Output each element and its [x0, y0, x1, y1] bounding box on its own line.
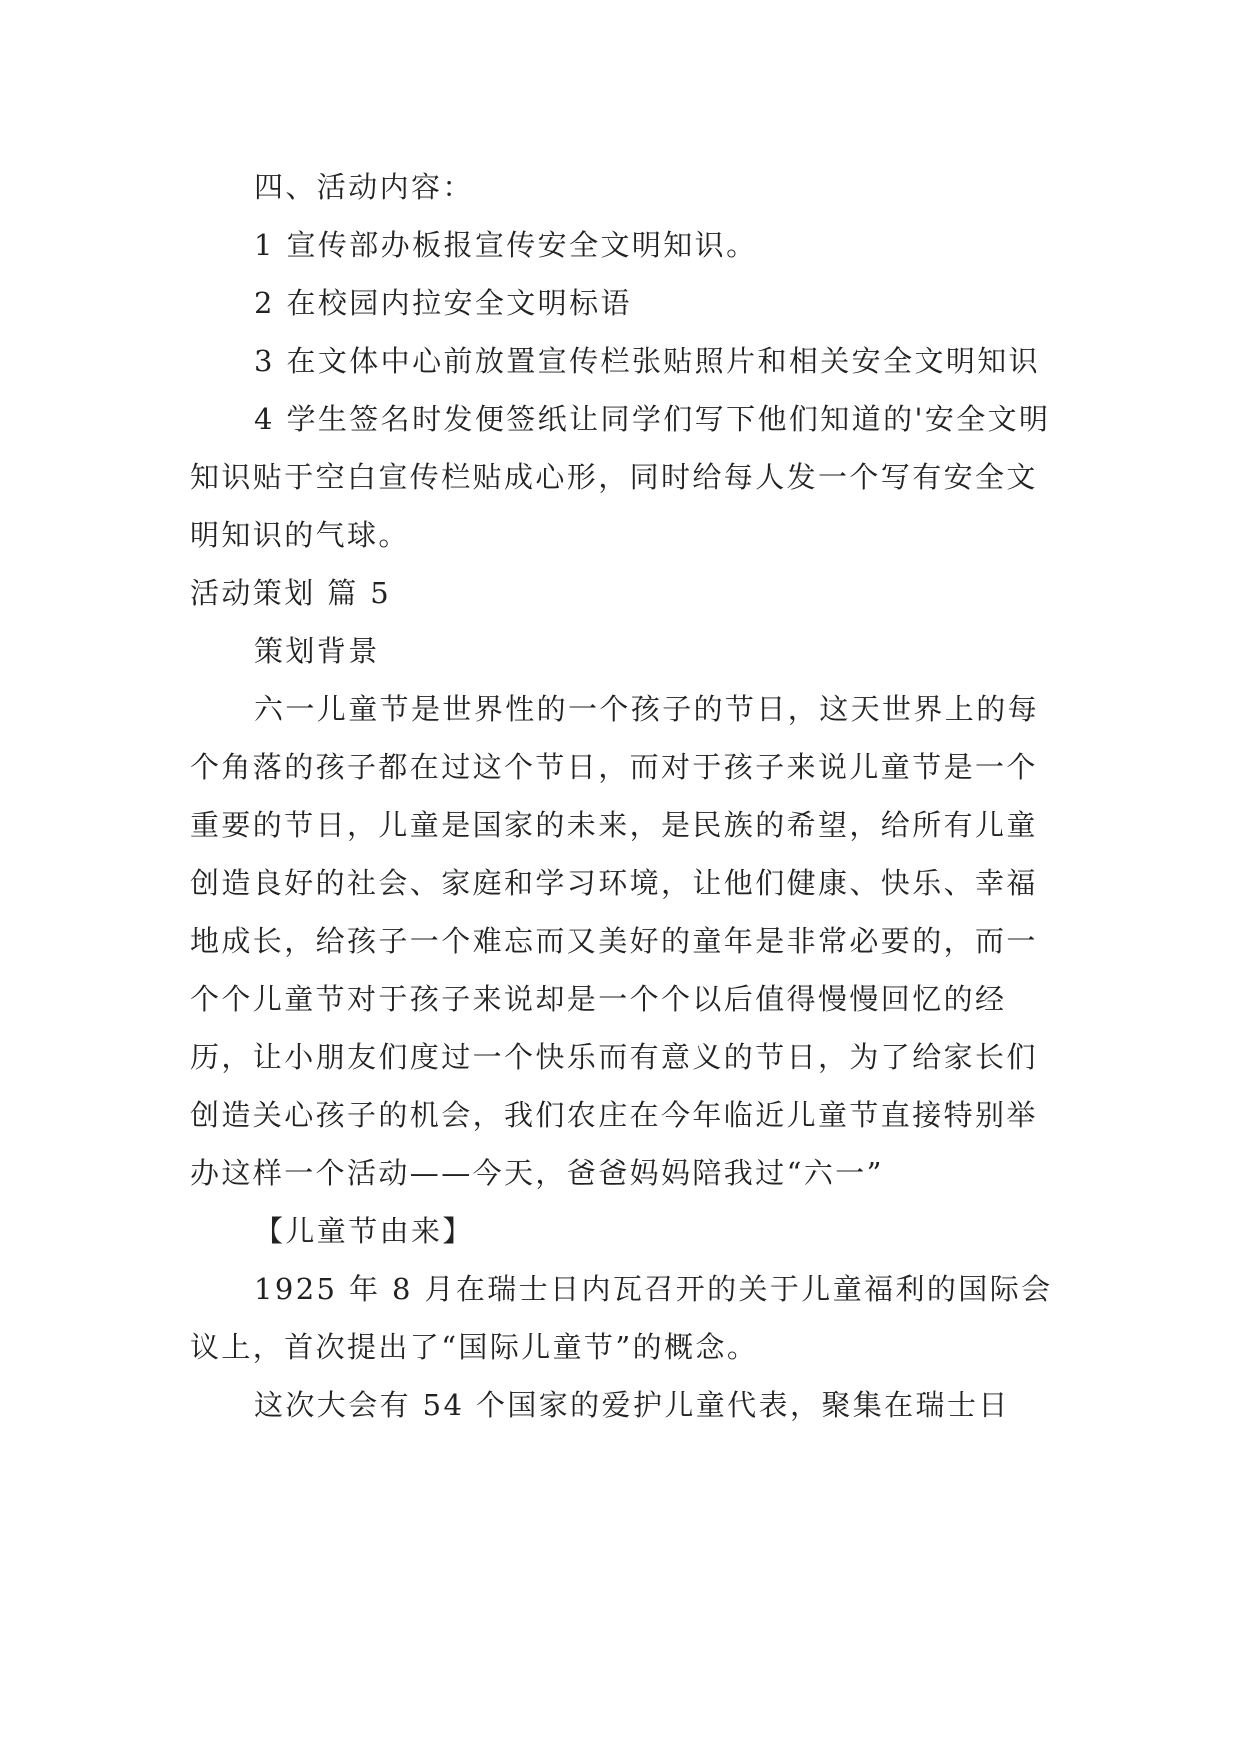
section-title: 活动策划 篇 5 [190, 576, 392, 610]
paragraph-item-1: 1 宣传部办板报宣传安全文明知识。 [254, 228, 758, 262]
paragraph-item-4: 4 学生签名时发便签纸让同学们写下他们知道的'安全文明知识贴于空白宣传栏贴成心形，同时给每人发一个写有安全文明知识的气球。 [190, 402, 1051, 552]
paragraph-item-2: 2 在校园内拉安全文明标语 [254, 286, 632, 320]
paragraph-background-body: 六一儿童节是世界性的一个孩子的节日，这天世界上的每个角落的孩子都在过这个节日，而对于孩子来说儿童节是一个重要的节日，儿童是国家的未来，是民族的希望，给所有儿童创造良好的社会、家庭和学习环境，让他们健康、快乐、幸福地成长，给孩子一个难忘而又美好的童年是非常必要的，而一个个儿童节对于孩子来说却是一个个以后值得慢慢回忆的经历，让小朋友们度过一个快乐而有意义的节日，为了给家长们创造关心孩子的机会，我们农庄在今年临近儿童节直接特别举办这样一个活动——今天，爸爸妈妈陪我过“六一” [190, 692, 1040, 1190]
subheading-background: 策划背景 [254, 634, 380, 668]
paragraph-conference: 这次大会有 54 个国家的爱护儿童代表，聚集在瑞士日 [254, 1388, 1010, 1422]
subheading-origin: 【儿童节由来】 [254, 1214, 474, 1248]
paragraph-origin-body: 1925 年 8 月在瑞士日内瓦召开的关于儿童福利的国际会议上，首次提出了“国际儿童节”的概念。 [190, 1272, 1053, 1364]
paragraph-item-3: 3 在文体中心前放置宣传栏张贴照片和相关安全文明知识 [254, 344, 1041, 378]
paragraph-activity-content-heading: 四、活动内容： [254, 170, 474, 204]
document-page [190, 158, 1062, 1434]
